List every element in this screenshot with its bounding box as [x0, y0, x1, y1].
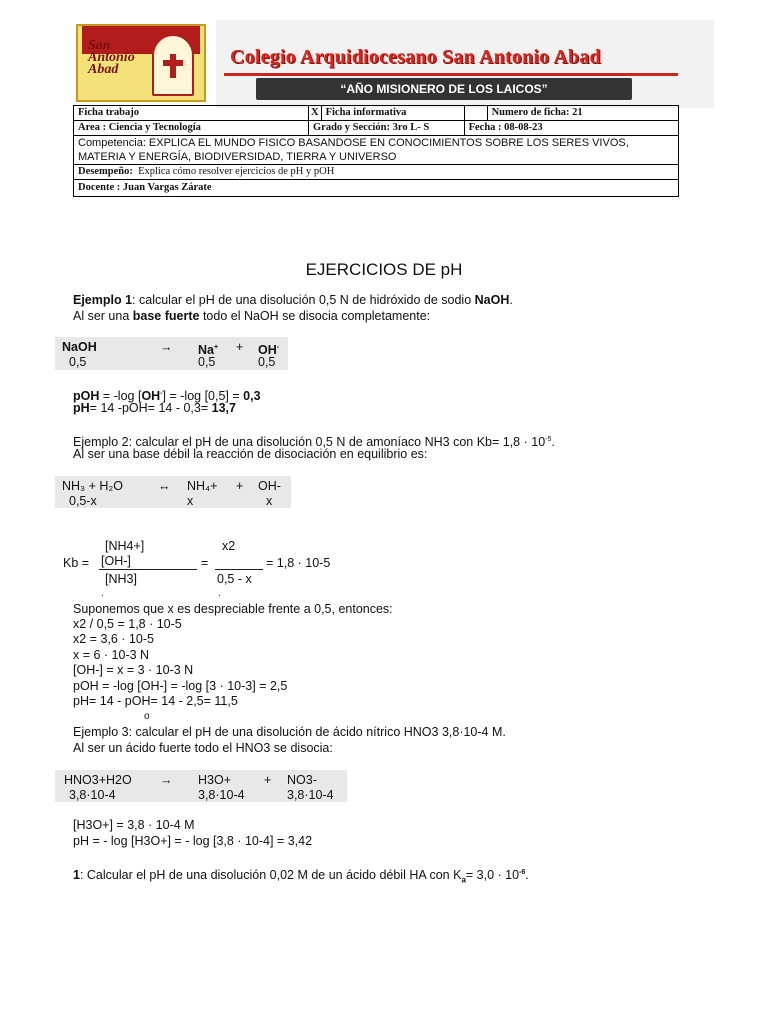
school-name: Colegio Arquidiocesano San Antonio Abad	[230, 46, 601, 68]
cell-docente: Docente : Juan Vargas Zárate	[74, 180, 679, 197]
ex1-ph-label: pH	[73, 401, 90, 415]
school-logo	[76, 24, 206, 102]
exercise-1-text2: = 3,0 · 10	[465, 868, 520, 883]
exercise-1-sub: a	[461, 875, 466, 885]
logo-text: San Antonio Abad	[88, 38, 135, 77]
ex2-plus: +	[236, 479, 244, 493]
ex1-r3-text: OH	[258, 343, 277, 358]
cell-competencia: Competencia: EXPLICA EL MUNDO FISICO BASANDOSE EN CONOCIMIENTOS SOBRE LOS SERES VIVOS, MATERIA Y ENERGÍA, BIODIVERSIDAD, TIERRA Y UNIVERSO	[74, 136, 679, 165]
exercise-1-exp: -6	[519, 869, 526, 876]
cell-ficha-trabajo: Ficha trabajo	[74, 106, 309, 121]
ex3-v3: 3,8·10-4	[287, 788, 334, 802]
ex1-line1	[73, 293, 513, 308]
ex1-v2: 0,5	[198, 355, 216, 369]
kb-x2: x2	[222, 539, 236, 553]
ex3-r2: H3O+	[198, 773, 232, 787]
ex1-ph-result: 13,7	[211, 401, 236, 415]
school-motto: “AÑO MISIONERO DE LOS LAICOS”	[256, 78, 632, 100]
ex2-arrow: ↔	[158, 479, 171, 493]
exercise-1-end: .	[525, 868, 529, 883]
ex1-r1: NaOH	[62, 340, 97, 354]
ex2-step-5: pOH = -log [OH-] = -log [3 · 10-3] = 2,5	[73, 679, 288, 693]
ex1-poh-b: = -log [	[99, 389, 142, 404]
cell-numero-ficha: Numero de ficha: 21	[487, 106, 678, 121]
ex1-poh-oh-text: OH	[141, 389, 161, 404]
ex2-r1: NH₃ + H₂O	[62, 479, 123, 493]
kb-den2: 0,5 - x	[217, 572, 252, 586]
ex2-step-6: pH= 14 - pOH= 14 - 2,5= 11,5	[73, 694, 238, 708]
kb-fraction-line-2	[215, 569, 263, 570]
kb-result: = 1,8 · 10-5	[266, 556, 331, 570]
ex1-naoh: NaOH	[474, 293, 510, 307]
ex3-s1: [H3O+] = 3,8 · 10-4 M	[73, 818, 195, 832]
ex1-line2	[73, 309, 430, 324]
exercise-1	[73, 865, 529, 888]
ex1-arrow: →	[160, 340, 173, 354]
ex1-poh-d: ] = -log [0,5] =	[162, 389, 244, 404]
ex1-base-fuerte: base fuerte	[132, 309, 200, 323]
kb-den: [NH3]	[105, 572, 137, 586]
ex3-r3: NO3-	[287, 773, 317, 787]
kb-num1: [NH4+]	[105, 539, 145, 553]
ex3-plus: +	[264, 773, 272, 787]
ex2-o-mark: o	[144, 711, 150, 722]
exercise-1-num: 1	[73, 868, 80, 883]
ex1-v3: 0,5	[258, 355, 276, 369]
ex2-step-1: x2 / 0,5 = 1,8 · 10-5	[73, 617, 182, 631]
info-table	[73, 105, 679, 197]
ex3-line2: Al ser un ácido fuerte todo el HNO3 se disocia:	[73, 741, 333, 755]
ex2-v2: x	[187, 494, 194, 508]
ex1-v1: 0,5	[69, 355, 87, 369]
ex1-poh-oh-sup: -	[160, 390, 163, 397]
ex1-r2-sup: +	[213, 344, 219, 351]
ex2-line1-text: Ejemplo 2: calcular el pH de una disolución 0,5 N de amoníaco NH3 con Kb= 1,8 · 10	[73, 435, 546, 450]
exercise-1-text: : Calcular el pH de una disolución 0,02 M de un ácido débil HA con K	[79, 868, 462, 883]
ex1-plus: +	[236, 340, 244, 354]
desempeno-text: Explica cómo resolver ejercicios de pH y pOH	[138, 166, 335, 177]
ex3-v2: 3,8·10-4	[198, 788, 245, 802]
cell-fecha: Fecha : 08-08-23	[464, 121, 678, 136]
ex2-r3: OH-	[258, 479, 281, 493]
banner-divider	[224, 73, 678, 76]
cell-area: Area : Ciencia y Tecnología	[74, 121, 309, 136]
ex1-label: Ejemplo 1	[73, 293, 133, 307]
ex2-line1-end: .	[551, 435, 555, 450]
kb-num2: [OH-]	[101, 554, 131, 568]
ex2-line1-exp: -5	[545, 436, 552, 443]
ex2-step-4: [OH-] = x = 3 · 10-3 N	[73, 663, 194, 677]
ex3-r1: HNO3+H2O	[64, 773, 132, 787]
ex3-s2: pH = - log [H3O+] = - log [3,8 · 10-4] = 3,42	[73, 834, 313, 848]
cell-grado: Grado y Sección: 3ro L- S	[309, 121, 465, 136]
desempeno-label: Desempeño:	[78, 166, 133, 177]
cell-x-mark: X	[309, 106, 322, 121]
ex1-text: : calcular el pH de una disolución 0,5 N de hidróxido de sodio	[132, 293, 475, 307]
ex1-line2-a: Al ser una	[73, 309, 133, 323]
cell-empty	[464, 106, 487, 121]
ex2-step-2: x2 = 3,6 · 10-5	[73, 632, 154, 646]
cell-ficha-informativa: Ficha informativa	[321, 106, 464, 121]
ex2-r2: NH₄+	[187, 479, 218, 493]
kb-equals: =	[201, 556, 209, 570]
ex2-line2: Al ser una base débil la reacción de disociación en equilibrio es:	[73, 447, 428, 461]
kb-fraction-line-1	[99, 569, 197, 570]
ex2-step-0: Suponemos que x es despreciable frente a 0,5, entonces:	[73, 602, 393, 616]
ex2-v1: 0,5-x	[69, 494, 97, 508]
ex1-poh-label: pOH	[73, 389, 100, 404]
ex1-ph-b: = 14 -pOH= 14 - 0,3=	[89, 401, 212, 415]
kb-label: Kb =	[63, 556, 90, 570]
ex1-line2-b: todo el NaOH se disocia completamente:	[199, 309, 431, 323]
ex1-r3-sup: -	[276, 344, 280, 351]
ex2-v3: x	[266, 494, 273, 508]
ex3-arrow: →	[160, 773, 173, 787]
ex1-dot: .	[509, 293, 513, 307]
logo-emblem-icon	[152, 34, 194, 96]
kb-dot2: .	[218, 588, 221, 599]
ex3-line1: Ejemplo 3: calcular el pH de una disolución de ácido nítrico HNO3 3,8·10-4 M.	[73, 725, 506, 739]
ex3-v1: 3,8·10-4	[69, 788, 116, 802]
page-title: EJERCICIOS DE pH	[305, 260, 463, 279]
ex1-ph	[73, 401, 236, 416]
kb-dot1: .	[101, 588, 104, 599]
cell-desempeno	[74, 165, 679, 180]
ex2-step-3: x = 6 · 10-3 N	[73, 648, 150, 662]
ex1-poh-result: 0,3	[243, 389, 261, 404]
ex1-r2-text: Na	[198, 343, 214, 358]
